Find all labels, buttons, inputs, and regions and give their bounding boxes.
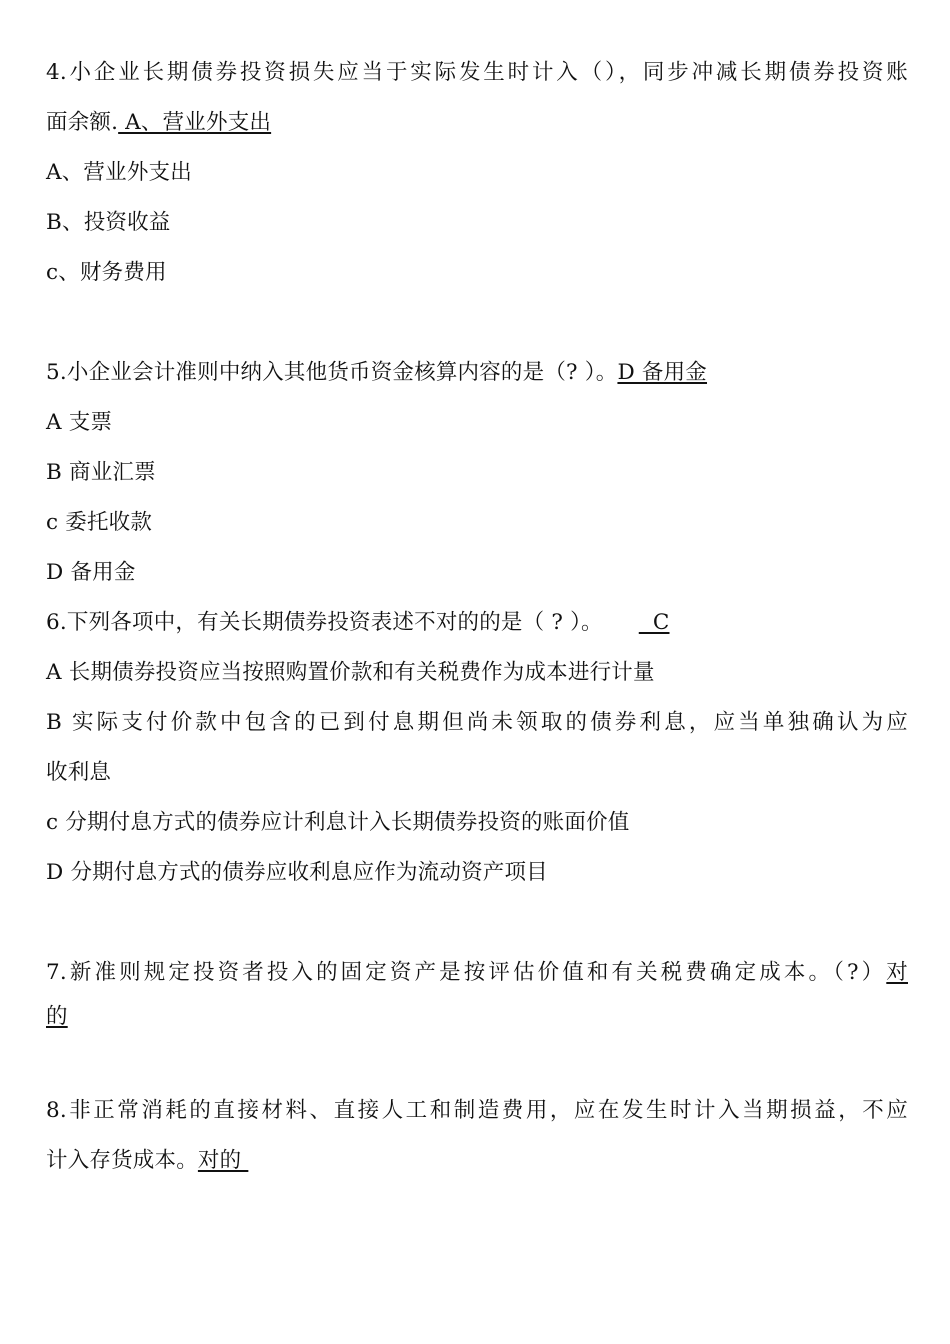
q6-option-b-line2: 收利息 <box>46 760 112 785</box>
q4-stem-text: 面余额. <box>46 110 119 135</box>
q4-stem-line2 <box>46 98 908 148</box>
q8-stem-line1: 8.非正常消耗的直接材料、直接人工和制造费用，应在发生时计入当期损益，不应 <box>46 1098 908 1123</box>
q6-option-a: A 长期债券投资应当按照购置价款和有关税费作为成本进行计量 <box>46 660 655 685</box>
q4-stem-line1: 4.小企业长期债券投资损失应当于实际发生时计入（），同步冲减长期债券投资账 <box>46 60 908 85</box>
document-page <box>46 48 908 1186</box>
q6-option-c: c 分期付息方式的债券应计利息计入长期债券投资的账面价值 <box>46 810 630 835</box>
q6-stem-text: 6.下列各项中，有关长期债券投资表述不对的的是（ ? ）。 <box>46 610 603 635</box>
q7-stem-text: 7.新准则规定投资者投入的固定资产是按评估价值和有关税费确定成本。（?） <box>46 960 887 985</box>
q6-answer: C <box>638 610 670 635</box>
q5-option-c: c 委托收款 <box>46 510 153 535</box>
q6-stem <box>46 598 908 648</box>
q4-option-c: c、财务费用 <box>46 260 167 285</box>
q7-answer-part2: 的 <box>46 1004 68 1029</box>
q7-stem <box>46 948 908 998</box>
q5-option-d: D 备用金 <box>46 560 136 585</box>
q6-option-d: D 分期付息方式的债券应收利息应作为流动资产项目 <box>46 860 548 885</box>
q4-answer: A、营业外支出 <box>118 110 272 135</box>
q7-answer-part1: 对 <box>886 960 908 985</box>
q5-stem <box>46 348 908 398</box>
q5-stem-text: 5.小企业会计准则中纳入其他货币资金核算内容的是（? ）。 <box>46 360 618 385</box>
q7-answer-line2 <box>46 998 908 1036</box>
q8-stem-text: 计入存货成本。 <box>46 1148 198 1173</box>
q5-option-a: A 支票 <box>46 410 113 435</box>
q8-answer: 对的 <box>197 1148 249 1173</box>
spacer <box>46 1036 908 1086</box>
q5-option-b: B 商业汇票 <box>46 460 156 485</box>
q8-stem-line2 <box>46 1136 908 1186</box>
spacer <box>46 898 908 948</box>
spacer <box>46 298 908 348</box>
q5-answer: D 备用金 <box>617 360 708 385</box>
q4-option-a: A、营业外支出 <box>46 160 192 185</box>
q6-option-b-line1: B 实际支付价款中包含的已到付息期但尚未领取的债券利息，应当单独确认为应 <box>46 710 908 735</box>
q4-option-b: B、投资收益 <box>46 210 171 235</box>
